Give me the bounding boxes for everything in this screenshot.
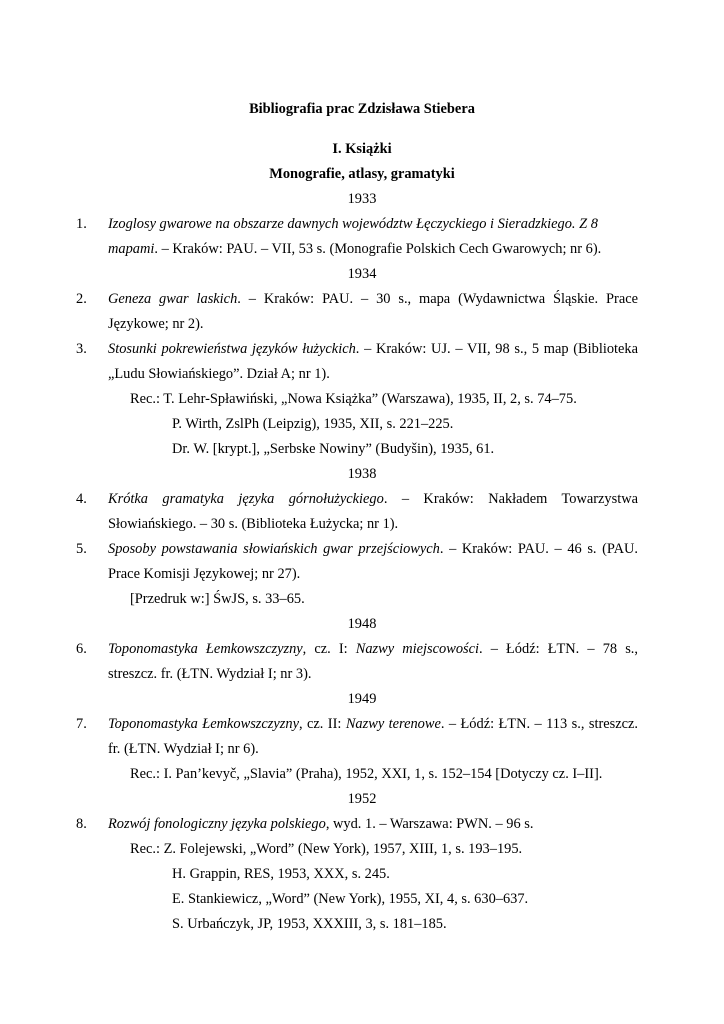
- entry-publication: . – Kraków: PAU. – 30 s., mapa (Wydawnictwa Śląskie. Prace: [237, 291, 638, 307]
- entry-title: Krótka gramatyka języka górnołużyckiego: [108, 491, 384, 507]
- entry-line: [108, 241, 601, 258]
- entry-title: Izoglosy gwarowe na obszarze dawnych województw Łęczyckiego i Sieradzkiego. Z 8: [108, 216, 598, 232]
- entry-publication: . – Kraków: UJ. – VII, 98 s., 5 map (Biblioteka: [355, 341, 638, 357]
- entry-title: Stosunki pokrewieństwa języków łużyckich: [108, 341, 356, 357]
- year-heading: 1949: [347, 691, 377, 707]
- section-heading: I. Książki: [332, 141, 392, 157]
- entry-part: , cz. I:: [302, 641, 356, 657]
- review-line: H. Grappin, RES, 1953, XXX, s. 245.: [172, 866, 390, 882]
- entry-publication: . – Kraków: PAU. – VII, 53 s. (Monografie Polskich Cech Gwarowych; nr 6).: [154, 241, 602, 257]
- entry-number: 7.: [76, 716, 87, 732]
- entry-number: 1.: [76, 216, 87, 232]
- entry-line: [108, 216, 598, 233]
- review-line: Dr. W. [krypt.], „Serbske Nowiny” (Budyšin), 1935, 61.: [172, 441, 495, 457]
- entry-title: Geneza gwar laskich: [108, 291, 238, 307]
- entry-line: [108, 541, 638, 558]
- entry-line: „Ludu Słowiańskiego”. Dział A; nr 1).: [108, 366, 330, 382]
- entry-title: Toponomastyka Łemkowszczyzny: [108, 716, 299, 732]
- entry-number: 5.: [76, 541, 87, 557]
- year-heading: 1934: [347, 266, 377, 282]
- entry-publication: . – Łódź: ŁTN. – 113 s., streszcz.: [440, 716, 638, 732]
- entry-publication: , wyd. 1. – Warszawa: PWN. – 96 s.: [325, 816, 534, 832]
- entry-subtitle: Nazwy miejscowości: [355, 641, 479, 657]
- entry-line: [108, 341, 638, 358]
- year-heading: 1952: [347, 791, 377, 807]
- review-line: Rec.: T. Lehr-Spławiński, „Nowa Książka” (Warszawa), 1935, II, 2, s. 74–75.: [130, 391, 577, 407]
- entry-line: [108, 716, 638, 733]
- entry-line: Prace Komisji Językowej; nr 27).: [108, 566, 301, 582]
- entry-title: mapami: [108, 241, 155, 257]
- entry-number: 2.: [76, 291, 87, 307]
- entry-publication: . – Kraków: Nakładem Towarzystwa: [383, 491, 638, 507]
- entry-line: [108, 816, 533, 833]
- entry-line: [108, 291, 638, 308]
- entry-line: streszcz. fr. (ŁTN. Wydział I; nr 3).: [108, 666, 312, 682]
- entry-number: 3.: [76, 341, 87, 357]
- year-heading: 1938: [347, 466, 377, 482]
- entry-number: 4.: [76, 491, 87, 507]
- reprint-line: [Przedruk w:] ŚwJS, s. 33–65.: [130, 591, 305, 607]
- year-heading: 1933: [347, 191, 377, 207]
- review-line: Rec.: Z. Folejewski, „Word” (New York), 1957, XIII, 1, s. 193–195.: [130, 841, 523, 857]
- review-line: E. Stankiewicz, „Word” (New York), 1955, XI, 4, s. 630–637.: [172, 891, 529, 907]
- entry-title: Toponomastyka Łemkowszczyzny: [108, 641, 303, 657]
- entry-title: Rozwój fonologiczny języka polskiego: [108, 816, 326, 832]
- entry-title: Sposoby powstawania słowiańskich gwar przejściowych: [108, 541, 440, 557]
- page-title: Bibliografia prac Zdzisława Stiebera: [249, 101, 475, 117]
- entry-line: Językowe; nr 2).: [108, 316, 204, 332]
- entry-line: [108, 491, 638, 508]
- entry-line: fr. (ŁTN. Wydział I; nr 6).: [108, 741, 259, 757]
- review-line: P. Wirth, ZslPh (Leipzig), 1935, XII, s. 221–225.: [172, 416, 454, 432]
- entry-subtitle: Nazwy terenowe: [345, 716, 441, 732]
- review-line: S. Urbańczyk, JP, 1953, XXXIII, 3, s. 181–185.: [172, 916, 447, 932]
- entry-number: 8.: [76, 816, 87, 832]
- review-line: Rec.: I. Pan’kevyč, „Slavia” (Praha), 1952, XXI, 1, s. 152–154 [Dotyczy cz. I–II].: [130, 766, 603, 782]
- entry-publication: . – Kraków: PAU. – 46 s. (PAU.: [439, 541, 638, 557]
- subsection-heading: Monografie, atlasy, gramatyki: [269, 166, 455, 182]
- entry-line: [108, 641, 638, 658]
- entry-line: Słowiańskiego. – 30 s. (Biblioteka Łużycka; nr 1).: [108, 516, 399, 532]
- entry-part: , cz. II:: [298, 716, 346, 732]
- year-heading: 1948: [347, 616, 377, 632]
- entry-publication: . – Łódź: ŁTN. – 78 s.,: [479, 641, 638, 657]
- entry-number: 6.: [76, 641, 87, 657]
